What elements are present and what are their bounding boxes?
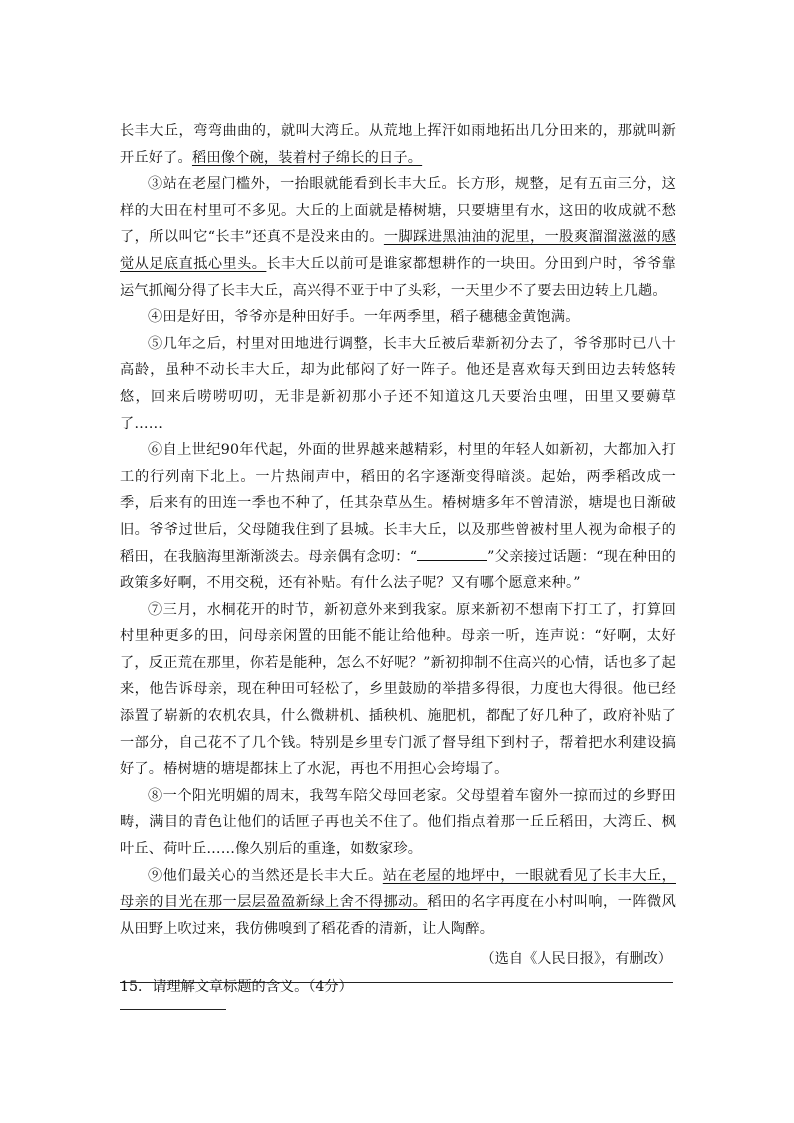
paragraph <box>120 118 676 171</box>
paragraph <box>120 783 676 863</box>
underlined-sentence: 一脚踩进黑油油的泥里，一股爽溜溜滋滋的感觉从足底直抵心里头。 <box>120 229 676 272</box>
question-15: 15．请理解文章标题的含义。（4分） <box>120 979 353 996</box>
text-segment: ⑥自上世纪90年代起，外面的世界越来越精彩，村里的年轻人如新初，大都加入打工的行列南下北上。一片热闹声中，稻田的名字逐渐变得暗淡。起始，两季稻改成一季，后来有的田连一季也不种了，任其杂草丛生。椿树塘多年不曾清淤，塘堤也日渐破旧。爷爷过世后，父母随我住到了县城。长丰大丘，以及那些曾被村里人视为命根子的稻田，在我脑海里渐渐淡去。母亲偶有念叨：“ <box>120 442 676 565</box>
answer-line-2[interactable] <box>120 1009 226 1010</box>
underlined-sentence: 稻田像个碗，装着村子绵长的日子。 <box>191 149 423 166</box>
underlined-sentence: 站在老屋的地坪中，一眼就看见了长丰大丘，母亲的目光在那一层层盈盈新绿上舍不得挪动。 <box>120 867 676 911</box>
text-segment: ⑨他们最关心的当然还是长丰大丘。 <box>148 867 383 884</box>
text-segment: 稻田的名字再度在小村叫响，一阵微风从田野上吹过来，我仿佛嗅到了稻花香的清新，让人陶醉。 <box>120 894 677 937</box>
paragraph <box>120 597 676 783</box>
paragraph <box>120 437 676 597</box>
text-segment: ⑤几年之后，村里对田地进行调整，长丰大丘被后辈新初分去了，爷爷那时已八十高龄，虽种不动长丰大丘，却为此郁闷了好一阵子。他还是喜欢每天到田边去转悠转悠，回来后唠唠叨叨，无非是新初那小子还不知道这几天要治虫哩，田里又要薅草了…… <box>120 335 676 432</box>
answer-line-1[interactable] <box>120 982 673 983</box>
paragraph <box>120 331 676 437</box>
text-segment: ③站在老屋门槛外，一抬眼就能看到长丰大丘。长方形，规整，足有五亩三分，这样的大田在村里可不多见。大丘的上面就是椿树塘，只要塘里有水，这田的收成就不愁了，所以叫它“长丰”还真不是没来由的。 <box>120 176 676 246</box>
text-segment: 长丰大丘以前可是谁家都想耕作的一块田。分田到户时，爷爷靠运气抓阄分得了长丰大丘，高兴得不亚于中了头彩，一天里少不了要去田边转上几趟。 <box>120 255 676 299</box>
text-segment: 长丰大丘，弯弯曲曲的，就叫大湾丘。从荒地上挥汗如雨地拓出几分田来的，那就叫新开丘好了。 <box>120 123 676 166</box>
document-page <box>120 118 676 1000</box>
paragraph <box>120 863 676 943</box>
text-segment: ⑧一个阳光明媚的周末，我驾车陪父母回老家。父母望着车窗外一掠而过的乡野田畴，满目的青色让他们的话匣子再也关不住了。他们指点着那一丘丘稻田，大湾丘、枫叶丘、荷叶丘……像久别后的重逢，如数家珍。 <box>120 787 676 858</box>
article-body <box>120 118 676 942</box>
text-segment: ④田是好田，爷爷亦是种田好手。一年两季里，稻子穗穗金黄饱满。 <box>148 309 580 326</box>
text-segment: ”父亲接过话题：“现在种田的政策多好啊，不用交税，还有补贴。有什么法子呢？又有哪个愿意来种。” <box>120 548 676 592</box>
source-citation: （选自《人民日报》，有删改） <box>480 951 672 968</box>
text-segment: ⑦三月，水桐花开的时节，新初意外来到我家。原来新初不想南下打工了，打算回村里种更多的田，问母亲闲置的田能不能让给他种。母亲一听，连声说：“好啊，太好了，反正荒在那里，你若是能种，怎么不好呢？”新初抑制不住高兴的心情，话也多了起来，他告诉母亲，现在种田可轻松了，乡里鼓励的举措多得很，力度也大得很。他已经添置了崭新的农机农具，什么微耕机、插秧机、施肥机，都配了好几种了，政府补贴了一部分，自己花不了几个钱。特别是乡里专门派了督导组下到村子，帮着把水利建设搞好了。椿树塘的塘堤都抹上了水泥，再也不用担心会垮塌了。 <box>120 601 676 778</box>
paragraph <box>120 304 676 331</box>
paragraph <box>120 171 676 304</box>
fill-in-blank[interactable] <box>417 546 487 561</box>
